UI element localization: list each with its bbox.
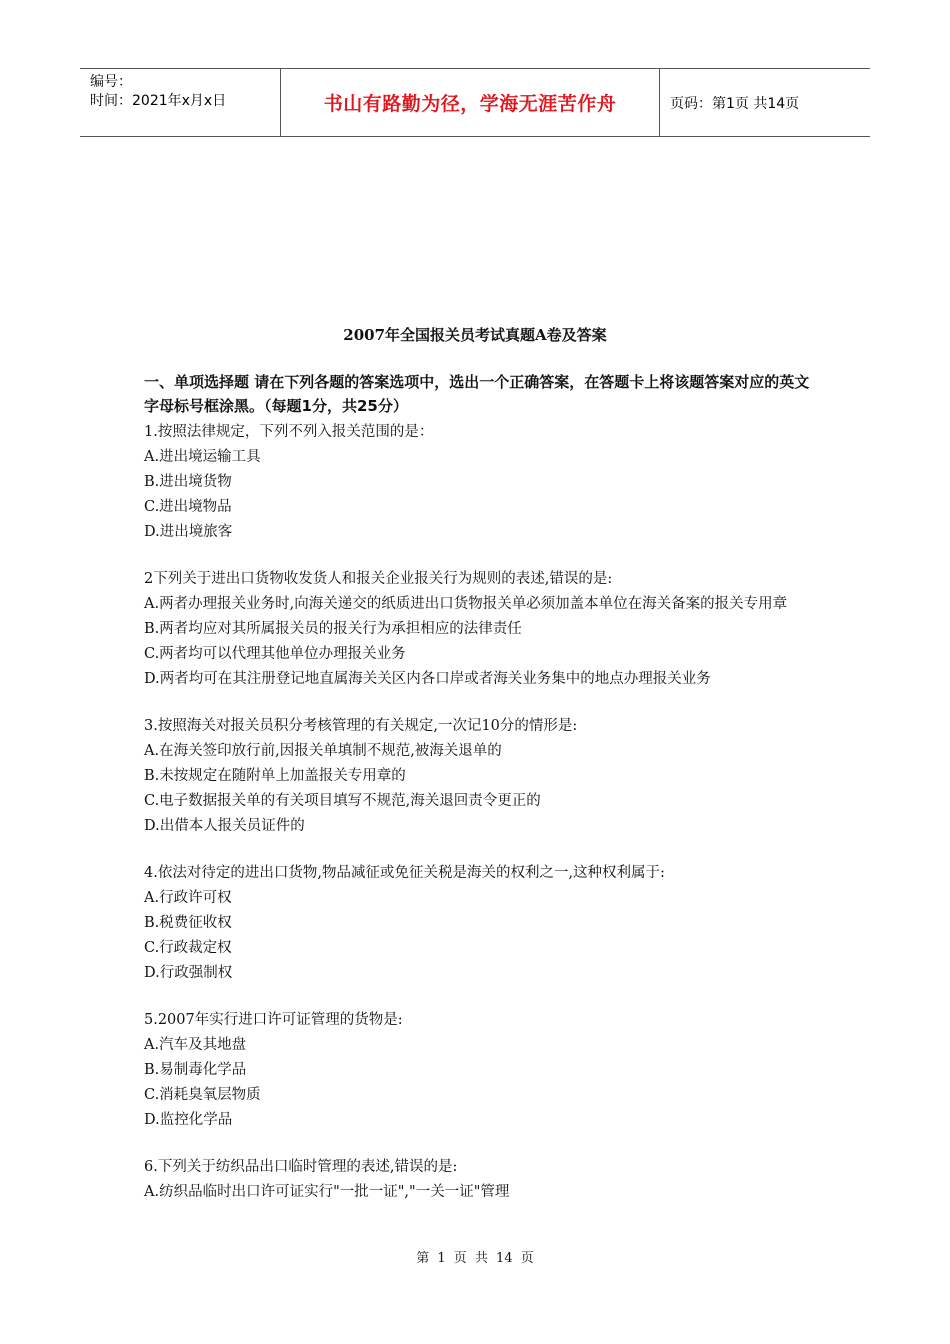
number-label: 编号： (90, 74, 132, 90)
section-heading: 一、单项选择题 请在下列各题的答案选项中，选出一个正确答案，在答题卡上将该题答案对应的英文字母标号框涂黑。（每题1分，共25分） (144, 373, 810, 415)
option-b: B.进出境货物 (144, 474, 232, 490)
question-4 (144, 861, 824, 986)
question-6 (144, 1155, 824, 1205)
option-a: A.行政许可权 (144, 890, 232, 906)
option-d: D.行政强制权 (144, 965, 233, 981)
header-page-code: 页码：第1页 共14页 (670, 95, 800, 112)
option-a: A.进出境运输工具 (144, 449, 261, 465)
option-c: C.消耗臭氧层物质 (144, 1087, 261, 1103)
header-meta (80, 69, 281, 136)
option-b: B.两者均应对其所属报关员的报关行为承担相应的法律责任 (144, 621, 522, 637)
option-b: B.易制毒化学品 (144, 1062, 247, 1078)
question-stem: 3.按照海关对报关员积分考核管理的有关规定,一次记10分的情形是: (144, 718, 578, 734)
option-b: B.税费征收权 (144, 915, 232, 931)
option-b: B.未按规定在随附单上加盖报关专用章的 (144, 768, 406, 784)
header-table (80, 68, 870, 137)
header-motto: 书山有路勤为径，学海无涯苦作舟 (281, 69, 660, 136)
time-label: 时间：2021年x月x日 (90, 93, 227, 109)
option-d: D.监控化学品 (144, 1112, 233, 1128)
question-3 (144, 714, 824, 839)
question-5 (144, 1008, 824, 1133)
option-c: C.两者均可以代理其他单位办理报关业务 (144, 646, 406, 662)
question-2 (144, 567, 824, 692)
option-d: D.进出境旅客 (144, 524, 233, 540)
option-a: A.汽车及其地盘 (144, 1037, 247, 1053)
question-stem: 6.下列关于纺织品出口临时管理的表述,错误的是: (144, 1159, 458, 1175)
option-c: C.行政裁定权 (144, 940, 232, 956)
option-a: A.在海关签印放行前,因报关单填制不规范,被海关退单的 (144, 743, 502, 759)
option-c: C.进出境物品 (144, 499, 232, 515)
option-c: C.电子数据报关单的有关项目填写不规范,海关退回责令更正的 (144, 793, 541, 809)
question-stem: 1.按照法律规定，下列不列入报关范围的是： (144, 424, 434, 440)
document-title: 2007年全国报关员考试真题A卷及答案 (343, 326, 607, 344)
question-list (144, 420, 824, 1227)
option-a: A.纺织品临时出口许可证实行"一批一证","一关一证"管理 (144, 1184, 510, 1200)
question-1 (144, 420, 824, 545)
page-footer: 第 1 页 共 14 页 (416, 1251, 534, 1266)
question-stem: 2下列关于进出口货物收发货人和报关企业报关行为规则的表述,错误的是: (144, 571, 613, 587)
question-stem: 4.依法对待定的进出口货物,物品减征或免征关税是海关的权利之一,这种权利属于: (144, 865, 665, 881)
question-stem: 5.2007年实行进口许可证管理的货物是: (144, 1012, 403, 1028)
option-d: D.出借本人报关员证件的 (144, 818, 305, 834)
option-a: A.两者办理报关业务时,向海关递交的纸质进出口货物报关单必须加盖本单位在海关备案的报关专用章 (144, 596, 788, 612)
option-d: D.两者均可在其注册登记地直属海关关区内各口岸或者海关业务集中的地点办理报关业务 (144, 671, 711, 687)
